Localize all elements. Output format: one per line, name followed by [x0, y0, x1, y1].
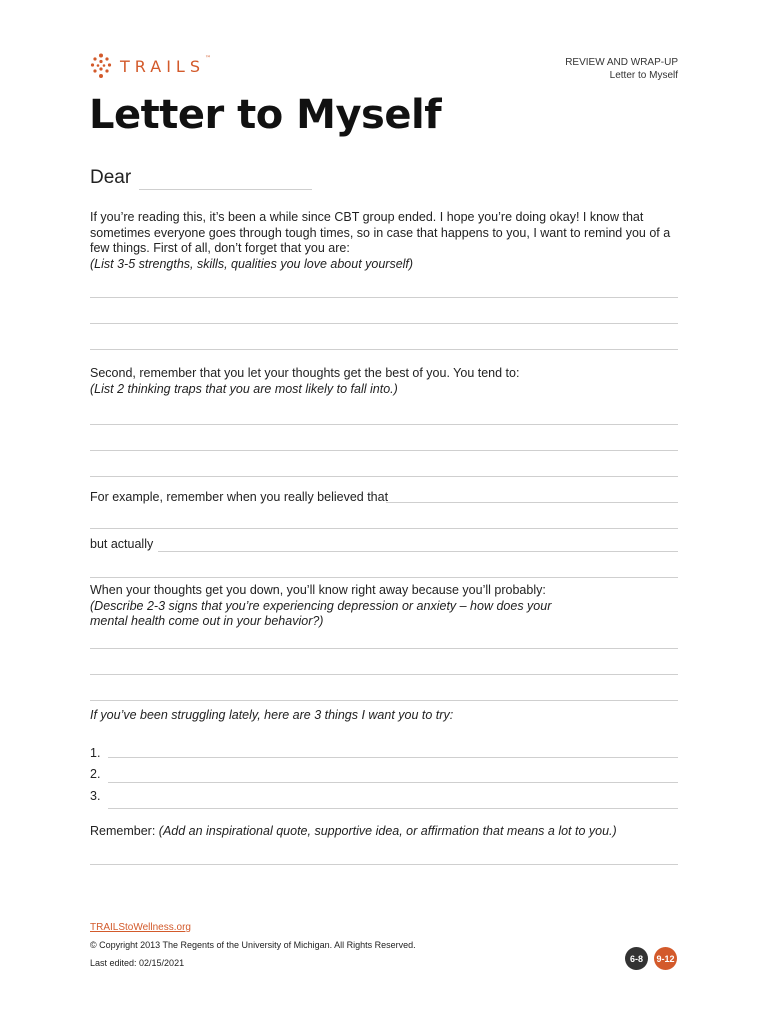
- header-info: [565, 56, 678, 82]
- second-instruction: (List 2 thinking traps that you are most likely to fall into.): [90, 381, 398, 396]
- numbered-label-2: 2.: [90, 767, 101, 781]
- writing-line[interactable]: [90, 476, 678, 477]
- numbered-label-1: 1.: [90, 746, 101, 760]
- writing-line[interactable]: [90, 864, 678, 865]
- signs-text: When your thoughts get you down, you’ll know right away because you’ll probably:: [90, 583, 546, 597]
- header-section: REVIEW AND WRAP-UP: [565, 57, 678, 68]
- numbered-line-2[interactable]: [108, 782, 678, 783]
- writing-line[interactable]: [90, 424, 678, 425]
- writing-line[interactable]: [90, 323, 678, 324]
- website-link[interactable]: TRAILStoWellness.org: [90, 922, 191, 933]
- dear-label: Dear: [90, 167, 132, 188]
- but-actually-label: but actually: [90, 537, 154, 551]
- numbered-label-3: 3.: [90, 789, 101, 803]
- but-actually-line[interactable]: [158, 551, 678, 552]
- second-text: Second, remember that you let your thoughts get the best of you. You tend to:: [90, 366, 520, 380]
- example-label: For example, remember when you really believed that: [90, 490, 389, 504]
- signs-paragraph: [90, 583, 560, 630]
- page-title: Letter to Myself: [89, 92, 442, 138]
- brand-name: TRAILS™: [120, 54, 211, 76]
- trails-logo: [90, 52, 211, 80]
- intro-instruction: (List 3-5 strengths, skills, qualities you love about yourself): [90, 256, 414, 271]
- writing-line[interactable]: [90, 528, 678, 529]
- trails-logo-icon: [90, 53, 112, 79]
- writing-line[interactable]: [90, 674, 678, 675]
- writing-line[interactable]: [90, 700, 678, 701]
- writing-line[interactable]: [90, 450, 678, 451]
- numbered-line-3[interactable]: [108, 808, 678, 809]
- remember-paragraph: [90, 824, 617, 840]
- numbered-line-1[interactable]: [108, 757, 678, 758]
- grade-badge-6-8: 6-8: [625, 947, 648, 970]
- struggling-text: If you’ve been struggling lately, here are 3 things I want you to try:: [90, 708, 454, 722]
- writing-line[interactable]: [90, 648, 678, 649]
- writing-line[interactable]: [90, 349, 678, 350]
- last-edited-text: Last edited: 02/15/2021: [90, 958, 185, 968]
- signs-instruction: (Describe 2-3 signs that you’re experiencing depression or anxiety – how does your mental health come out in your behavior?): [90, 598, 552, 628]
- dear-name-line[interactable]: [139, 189, 312, 190]
- remember-label: Remember:: [90, 824, 156, 838]
- writing-line[interactable]: [90, 297, 678, 298]
- grade-badge-9-12: 9-12: [654, 947, 677, 970]
- intro-paragraph: [90, 210, 680, 272]
- writing-line[interactable]: [90, 577, 678, 578]
- second-paragraph: [90, 366, 680, 397]
- copyright-text: © Copyright 2013 The Regents of the University of Michigan. All Rights Reserved.: [90, 940, 416, 950]
- example-belief-line[interactable]: [386, 502, 678, 503]
- header-subtitle: Letter to Myself: [609, 70, 678, 81]
- intro-text: If you’re reading this, it’s been a while since CBT group ended. I hope you’re doing okay! I know that sometimes everyone goes through tough times, so in case that happens to you, I want to remind you of a few things. First of all, don’t forget that you are:: [90, 210, 671, 255]
- remember-instruction: (Add an inspirational quote, supportive idea, or affirmation that means a lot to you.): [158, 824, 617, 838]
